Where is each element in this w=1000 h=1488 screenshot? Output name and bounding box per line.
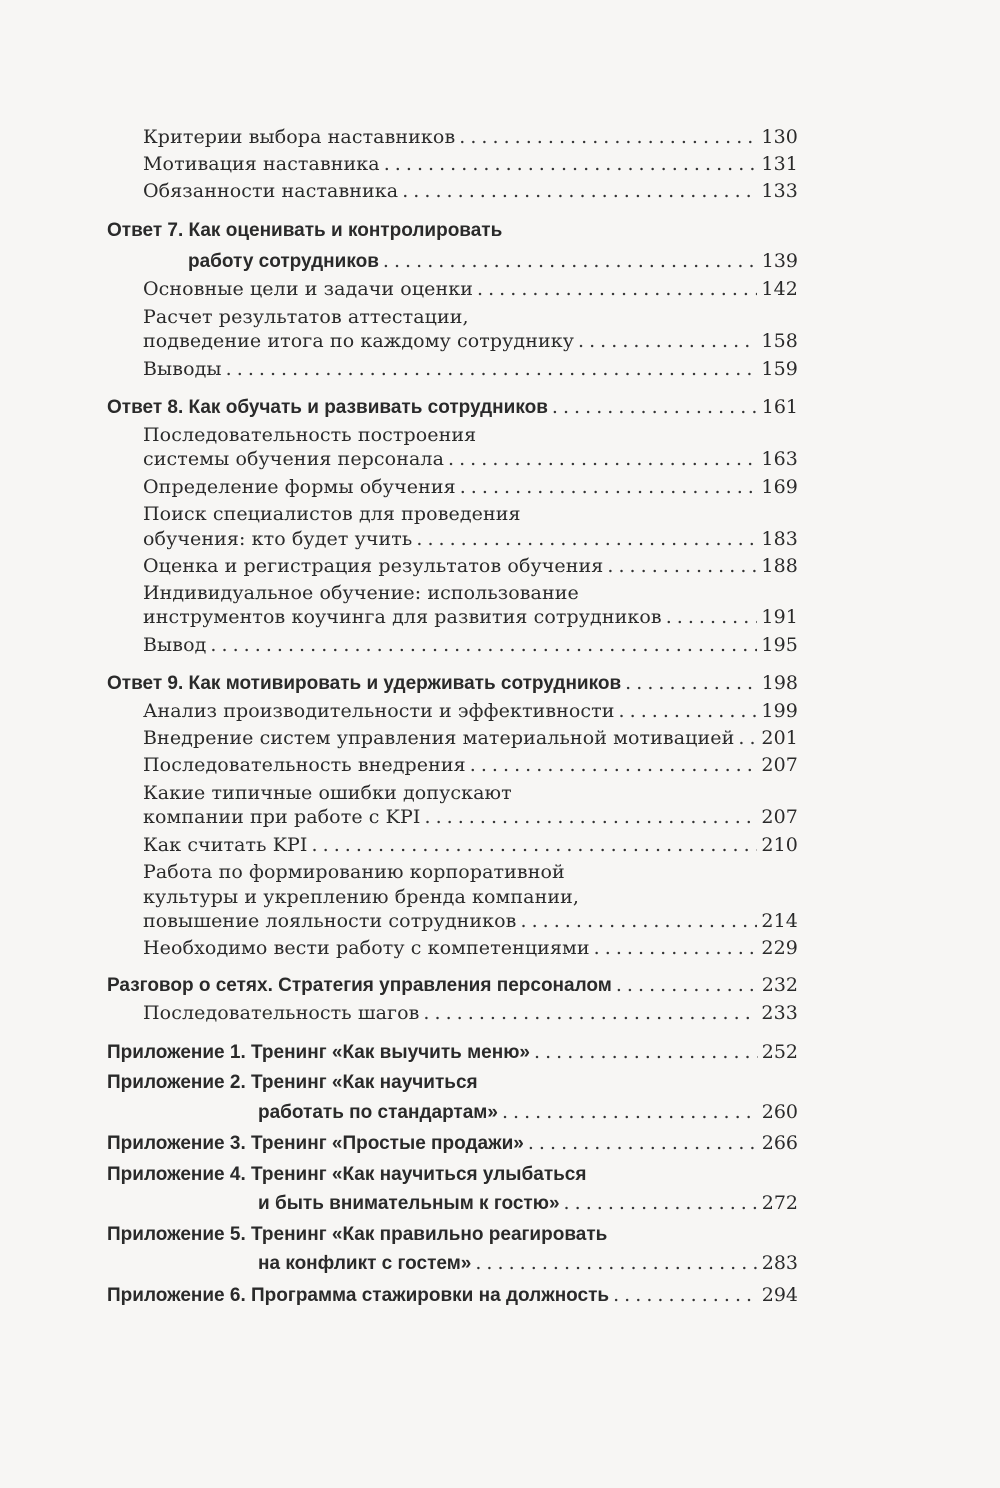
chapter-heading bbox=[107, 974, 798, 997]
page-number: 131 bbox=[761, 153, 798, 175]
toc-entry bbox=[143, 528, 798, 550]
dot-leader bbox=[613, 1284, 758, 1306]
toc-entry bbox=[143, 634, 798, 656]
toc-entry bbox=[143, 700, 798, 722]
entry-title: Последовательность внедрения bbox=[143, 754, 466, 776]
dot-leader bbox=[210, 634, 757, 656]
dot-leader bbox=[383, 250, 758, 272]
chapter-title: Ответ 9. Как мотивировать и удерживать сотрудников bbox=[107, 673, 622, 694]
chapter-heading bbox=[107, 220, 798, 242]
page-number: 260 bbox=[761, 1101, 798, 1123]
chapter-title: Приложение 4. Тренинг «Как научиться улыбаться bbox=[107, 1164, 587, 1185]
page-number: 198 bbox=[761, 672, 798, 694]
dot-leader bbox=[448, 448, 757, 470]
chapter-title: работу сотрудников bbox=[188, 251, 379, 272]
page-number: 214 bbox=[761, 910, 798, 932]
toc-entry bbox=[143, 910, 798, 932]
page-number: 191 bbox=[761, 606, 798, 628]
dot-leader bbox=[475, 1252, 757, 1274]
dot-leader bbox=[520, 910, 757, 932]
toc-entry bbox=[143, 582, 798, 604]
chapter-heading bbox=[107, 1041, 798, 1064]
chapter-heading bbox=[107, 672, 798, 695]
dot-leader bbox=[477, 278, 757, 300]
dot-leader bbox=[502, 1101, 758, 1123]
entry-title: Вывод bbox=[143, 634, 207, 656]
dot-leader bbox=[619, 700, 758, 722]
dot-leader bbox=[459, 126, 757, 148]
dot-leader bbox=[460, 476, 758, 498]
toc-entry bbox=[143, 424, 798, 446]
page-number: 272 bbox=[761, 1192, 798, 1214]
chapter-title: Ответ 8. Как обучать и развивать сотрудников bbox=[107, 397, 548, 418]
entry-title: компании при работе с KPI bbox=[143, 806, 421, 828]
chapter-title: и быть внимательным к гостю» bbox=[258, 1193, 560, 1214]
chapter-heading bbox=[258, 1101, 798, 1124]
chapter-heading bbox=[107, 1132, 798, 1155]
page-number: 188 bbox=[761, 555, 798, 577]
toc-entry bbox=[143, 937, 798, 959]
chapter-title: Приложение 3. Тренинг «Простые продажи» bbox=[107, 1133, 524, 1154]
page-number: 233 bbox=[761, 1002, 798, 1024]
dot-leader bbox=[416, 528, 757, 550]
entry-title: инструментов коучинга для развития сотрудников bbox=[143, 606, 662, 628]
toc-entry bbox=[143, 727, 798, 749]
chapter-title: Приложение 6. Программа стажировки на должность bbox=[107, 1285, 610, 1306]
toc-entry bbox=[143, 861, 798, 883]
chapter-heading bbox=[258, 1252, 798, 1275]
dot-leader bbox=[625, 672, 758, 694]
dot-leader bbox=[470, 754, 758, 776]
dot-leader bbox=[423, 1002, 757, 1024]
chapter-heading bbox=[107, 1224, 798, 1246]
entry-title: Необходимо вести работу с компетенциями bbox=[143, 937, 590, 959]
dot-leader bbox=[666, 606, 758, 628]
chapter-title: Приложение 2. Тренинг «Как научиться bbox=[107, 1072, 478, 1093]
page-number: 283 bbox=[761, 1252, 798, 1274]
page-number: 142 bbox=[761, 278, 798, 300]
entry-title: Последовательность построения bbox=[143, 424, 477, 446]
dot-leader bbox=[402, 180, 757, 202]
chapter-heading bbox=[107, 1284, 798, 1307]
toc-entry bbox=[143, 806, 798, 828]
toc-entry bbox=[143, 503, 798, 525]
dot-leader bbox=[312, 834, 758, 856]
chapter-title: Приложение 1. Тренинг «Как выучить меню» bbox=[107, 1042, 531, 1063]
page-number: 294 bbox=[761, 1284, 798, 1306]
dot-leader bbox=[594, 937, 758, 959]
page-number: 158 bbox=[761, 330, 798, 352]
page-number: 199 bbox=[761, 700, 798, 722]
page-number: 201 bbox=[761, 727, 798, 749]
dot-leader bbox=[738, 727, 757, 749]
page-number: 130 bbox=[761, 126, 798, 148]
dot-leader bbox=[564, 1192, 758, 1214]
toc-entry bbox=[143, 330, 798, 352]
toc-entry bbox=[143, 886, 798, 908]
toc-entry bbox=[143, 358, 798, 380]
chapter-heading bbox=[107, 1072, 798, 1094]
entry-title: культуры и укреплению бренда компании, bbox=[143, 886, 580, 908]
entry-title: Мотивация наставника bbox=[143, 153, 380, 175]
page-number: 133 bbox=[761, 180, 798, 202]
dot-leader bbox=[534, 1041, 758, 1063]
dot-leader bbox=[607, 555, 757, 577]
entry-title: Основные цели и задачи оценки bbox=[143, 278, 474, 300]
page-number: 195 bbox=[761, 634, 798, 656]
page-number: 139 bbox=[761, 250, 798, 272]
entry-title: Обязанности наставника bbox=[143, 180, 399, 202]
toc-entry bbox=[143, 555, 798, 577]
page-number: 207 bbox=[761, 806, 798, 828]
chapter-title: Ответ 7. Как оценивать и контролировать bbox=[107, 220, 503, 241]
toc-entry bbox=[143, 153, 798, 175]
dot-leader bbox=[528, 1132, 758, 1154]
chapter-title: работать по стандартам» bbox=[258, 1102, 498, 1123]
toc-entry bbox=[143, 448, 798, 470]
toc-entry bbox=[143, 1002, 798, 1024]
entry-title: Выводы bbox=[143, 358, 222, 380]
toc-entry bbox=[143, 126, 798, 148]
entry-title: Критерии выбора наставников bbox=[143, 126, 456, 148]
entry-title: Внедрение систем управления материальной мотивацией bbox=[143, 727, 735, 749]
page-number: 229 bbox=[761, 937, 798, 959]
page-number: 159 bbox=[761, 358, 798, 380]
toc-entry bbox=[143, 476, 798, 498]
toc-entry bbox=[143, 180, 798, 202]
dot-leader bbox=[384, 153, 758, 175]
chapter-heading bbox=[188, 250, 798, 273]
dot-leader bbox=[552, 396, 758, 418]
entry-title: Анализ производительности и эффективности bbox=[143, 700, 615, 722]
entry-title: Какие типичные ошибки допускают bbox=[143, 782, 512, 804]
entry-title: Как считать KPI bbox=[143, 834, 308, 856]
entry-title: повышение лояльности сотрудников bbox=[143, 910, 517, 932]
dot-leader bbox=[424, 806, 757, 828]
chapter-title: Разговор о сетях. Стратегия управления персоналом bbox=[107, 975, 612, 996]
dot-leader bbox=[616, 974, 758, 996]
chapter-heading bbox=[107, 396, 798, 419]
toc-entry bbox=[143, 834, 798, 856]
page-number: 252 bbox=[761, 1041, 798, 1063]
toc-entry bbox=[143, 782, 798, 804]
entry-title: обучения: кто будет учить bbox=[143, 528, 413, 550]
toc-entry bbox=[143, 754, 798, 776]
chapter-title: на конфликт с гостем» bbox=[258, 1253, 472, 1274]
page-number: 232 bbox=[761, 974, 798, 996]
entry-title: Работа по формированию корпоративной bbox=[143, 861, 565, 883]
dot-leader bbox=[578, 330, 757, 352]
page-number: 183 bbox=[761, 528, 798, 550]
toc-entry bbox=[143, 606, 798, 628]
entry-title: Поиск специалистов для проведения bbox=[143, 503, 521, 525]
page-number: 210 bbox=[761, 834, 798, 856]
page-number: 266 bbox=[761, 1132, 798, 1154]
chapter-title: Приложение 5. Тренинг «Как правильно реагировать bbox=[107, 1224, 608, 1245]
page-number: 207 bbox=[761, 754, 798, 776]
entry-title: системы обучения персонала bbox=[143, 448, 444, 470]
entry-title: Индивидуальное обучение: использование bbox=[143, 582, 579, 604]
page-number: 169 bbox=[761, 476, 798, 498]
dot-leader bbox=[226, 358, 758, 380]
chapter-heading bbox=[107, 1164, 798, 1186]
chapter-heading bbox=[258, 1192, 798, 1215]
entry-title: Расчет результатов аттестации, bbox=[143, 306, 469, 328]
page-number: 161 bbox=[761, 396, 798, 418]
page-number: 163 bbox=[761, 448, 798, 470]
entry-title: Оценка и регистрация результатов обучения bbox=[143, 555, 604, 577]
entry-title: подведение итога по каждому сотруднику bbox=[143, 330, 575, 352]
entry-title: Определение формы обучения bbox=[143, 476, 456, 498]
entry-title: Последовательность шагов bbox=[143, 1002, 420, 1024]
toc-entry bbox=[143, 278, 798, 300]
toc-entry bbox=[143, 306, 798, 328]
